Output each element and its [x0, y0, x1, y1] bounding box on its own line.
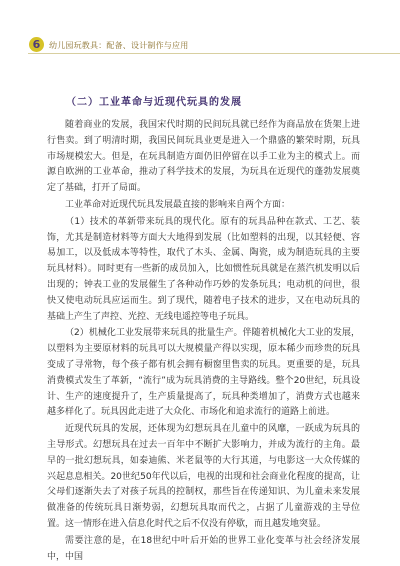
header-rule	[28, 53, 400, 54]
section-heading: （二）工业革命与近现代玩具的发展	[66, 97, 242, 108]
book-title: 幼儿园玩教具：配备、设计制作与应用	[49, 41, 189, 50]
body-text	[47, 118, 360, 566]
paragraph: 工业革命对近现代玩具发展最直接的影响来自两个方面：	[65, 199, 291, 210]
paragraph: （2）机械化工业发展带来玩具的批量生产。伴随着机械化大工业的发展，以塑料为主要原材料的玩具可以大规模量产得以实现，原本稀少而珍贵的玩具变成了寻常物，每个孩子都有机会拥有橱窗里售卖的玩具。更重要的是，玩具消费模式发生了革新，“流行”成为玩具消费的主导路线。整个20世纪，玩具设计、生产的速度提升了，生产质量提高了，玩具种类增加了，消费方式也越来越多样化了。玩具因此走进了大众化、市场化和追求流行的道路上前进。	[47, 328, 360, 418]
paragraph: 需要注意的是，在18世纪中叶后开始的世界工业化变革与社会经济发展中，中国	[47, 535, 360, 562]
paragraph: 随着商业的发展，我国宋代时期的民间玩具就已经作为商品放在货架上进行售卖。到了明清时期，我国民间玩具业更是进入一个鼎盛的繁荣时期，玩具市场规模宏大。但是，在玩具制造方面仍旧停留在以手工业为主的模式上。而源自欧洲的工业革命，推动了科学技术的发展，为玩具在近现代的蓬勃发展奠定了基础，打开了局面。	[47, 120, 360, 194]
paragraph: 近现代玩具的发展，还体现为幻想玩具在儿童中的风靡，一跃成为玩具的主导形式。幻想玩具在过去一百年中不断扩大影响力，并成为流行的主角。最早的一批幻想玩具，如泰迪熊、米老鼠等的大行其道，与电影这一大众传媒的兴起息息相关。20世纪50年代以后，电视的出现和社会商业化程度的提高，让父母们逐渐失去了对孩子玩具的控制权，那些旨在传递知识、为儿童未来发展做准备的传统玩具日渐势弱，幻想玩具取而代之，占据了儿童游戏的主导位置。这一情形在进入信息化时代之后不仅没有停歇，而且越发地突显。	[47, 424, 360, 529]
paragraph: （1）技术的革新带来玩具的现代化。原有的玩具品种在款式、工艺、装饰，尤其是制造材料等方面大大地得到发展（比如塑料的出现，以其轻便、容易加工，以及低成本等特性，取代了木头、金属、陶瓷，成为制造玩具的主要玩具材料）。同时更有一些新的成员加入，比如惯性玩具就是在蒸汽机发明以后出现的；钟表工业的发展催生了各种动作巧妙的发条玩具；电动机的问世，很快又使电动玩具应运而生。到了现代，随着电子技术的进步，又在电动玩具的基础上产生了声控、光控、无线电遥控等电子玩具。	[47, 216, 360, 322]
page-marker-badge: 6	[29, 37, 44, 52]
